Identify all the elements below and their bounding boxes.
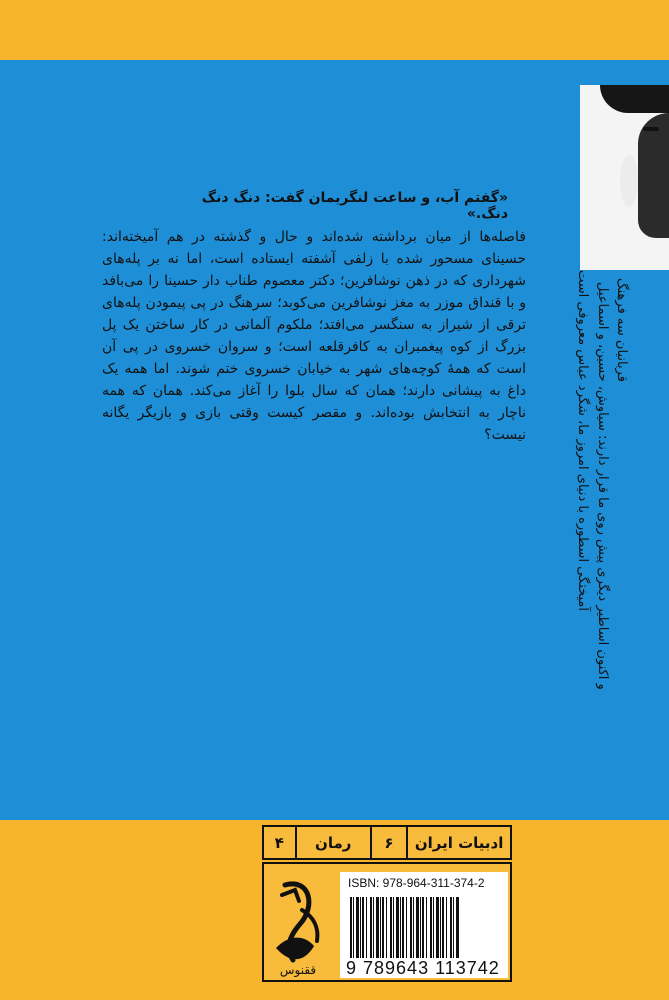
isbn-text: ISBN: 978-964-311-374-2 — [348, 876, 485, 890]
author-photo — [580, 85, 669, 270]
series-type-number: ۴ — [274, 833, 284, 852]
publisher-logo-text: ققنوس — [279, 963, 317, 977]
author-hair — [600, 85, 669, 113]
barcode-digits: 9 789643 113742 — [346, 958, 500, 978]
series-bar — [262, 825, 512, 860]
vertical-quote-line-3: قربانیان سه فرهنگ — [614, 278, 629, 382]
series-name: ادبیات ایران — [406, 827, 510, 858]
publisher-logo — [268, 870, 328, 978]
author-face-shadow — [638, 113, 669, 238]
excerpt-body: فاصله‌ها از میان برداشته شده‌اند و حال و گذشته در هم آمیخته‌اند: حسینای مسحور شده با زلفی آشفته ایستاده است، اما نه بر پله‌های شهرداری که در ذهن نوشافرین؛ دکتر معصوم طناب دار حسینا را می‌بافد و با قنداق موزر به مغز نوشافرین می‌کوبد؛ سرهنگ در پی پیمودن پله‌های ترقی از شیراز به سنگسر می‌افتد؛ ملکوم آلمانی در کار ساختن یک پل بزرگ از کوه پیغمبران به کافرقلعه است؛ و سروان خسروی در پی آن است که همهٔ کوچه‌های شهر به خیابان خسروی ختم شوند. اما همه یک داغ به پیشانی دارند؛ همان که سال بلوا را آغاز می‌کند. همان که همه ناچار به انتخابش بوده‌اند. و مقصر کیست وقتی بازی و بازیگر یگانه نیست؟ — [102, 229, 526, 443]
isbn-label-area — [340, 872, 508, 978]
vertical-quote-line-1: آمیختگی اسطوره با دنیای امروز ما، شگرد عباس معروفی است — [575, 270, 590, 612]
excerpt-first-line: «گفتم آب، و ساعت لنگریمان گفت: دنگ دنگ دنگ.» — [201, 190, 508, 222]
author-eye — [643, 127, 659, 131]
isbn-box — [262, 862, 512, 982]
series-number: ۶ — [370, 827, 407, 858]
vertical-quote-line-2: و اکنون اساطیر دیگری پیش روی ما قرار دارند: سیاوش، حسین، و اسماعیل — [595, 282, 610, 690]
barcode — [350, 897, 498, 958]
author-cheek — [620, 155, 638, 207]
series-type: رمان — [295, 827, 370, 858]
vertical-quote — [575, 270, 665, 770]
